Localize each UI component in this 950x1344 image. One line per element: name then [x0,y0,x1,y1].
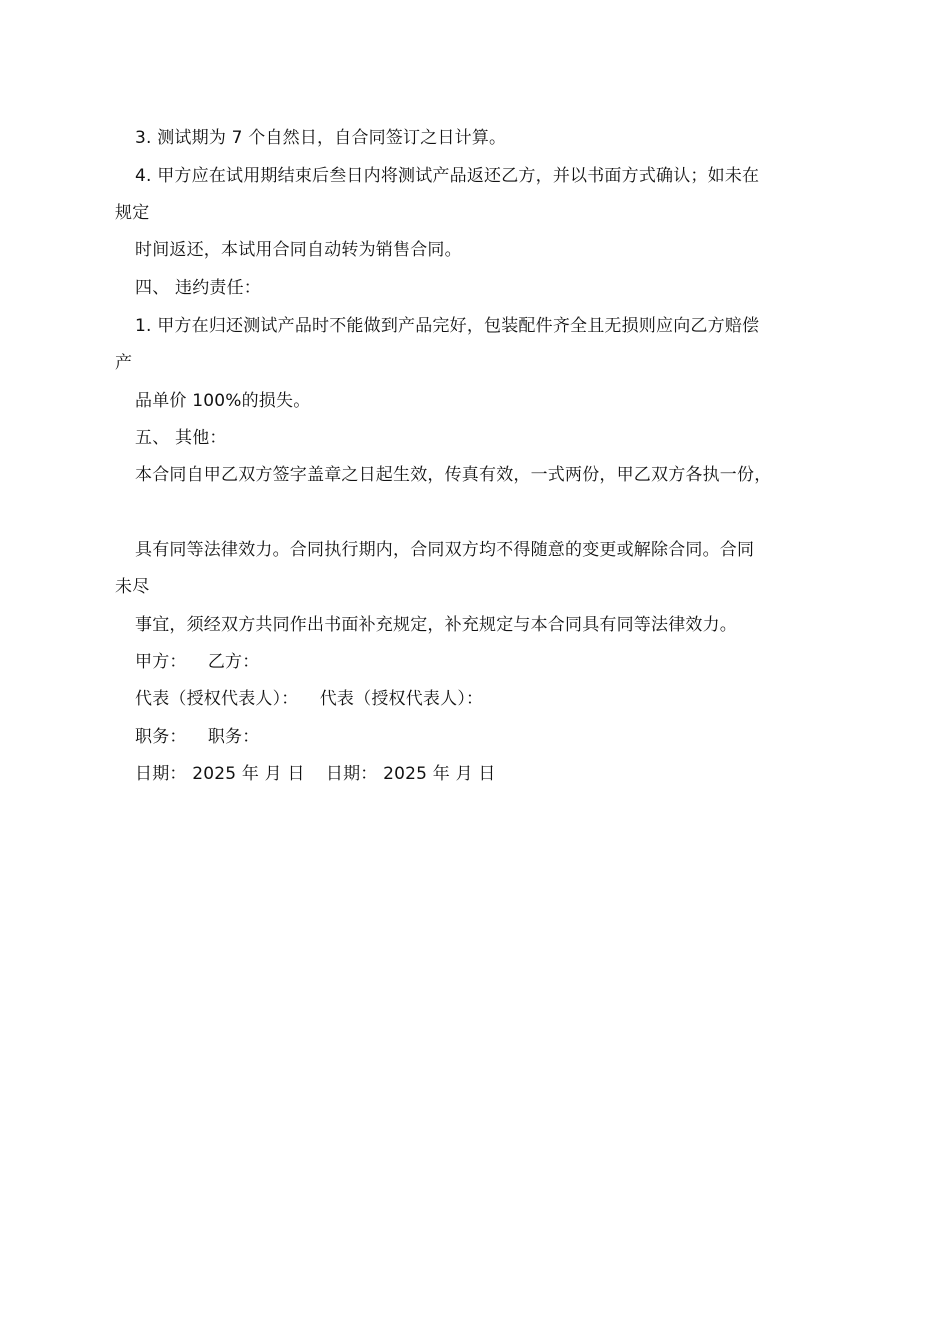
other-clause-wrap: 未尽 [115,577,150,597]
clause-4-line: 4. 甲方应在试用期结束后叁日内将测试产品返还乙方，并以书面方式确认；如未在 [135,166,760,186]
party-row [135,651,259,673]
title-b-label: 职务： [207,727,260,747]
rep-b-label: 代表（授权代表人）： [319,689,484,709]
other-clause-line-1: 本合同自甲乙双方签字盖章之日起生效，传真有效，一式两份，甲乙双方各执一份， [135,465,772,485]
clause-4-continuation: 时间返还，本试用合同自动转为销售合同。 [135,240,462,260]
title-a-label: 职务： [135,727,187,747]
breach-clause-1-wrap: 产 [115,353,133,373]
breach-clause-1-continuation: 品单价 100%的损失。 [135,391,311,411]
other-clause-line-3: 事宜，须经双方共同作出书面补充规定，补充规定与本合同具有同等法律效力。 [135,615,737,635]
clause-3-line: 3. 测试期为 7 个自然日，自合同签订之日计算。 [135,128,507,148]
party-a-label: 甲方： [135,652,187,672]
breach-clause-1-line: 1. 甲方在归还测试产品时不能做到产品完好，包装配件齐全且无损则应向乙方赔偿 [135,316,760,336]
date-row [135,763,496,785]
other-clause-line-2: 具有同等法律效力。合同执行期内，合同双方均不得随意的变更或解除合同。合同 [135,540,755,560]
date-a-label: 日期： 2025 年 月 日 [135,764,305,784]
clause-4-wrap: 规定 [115,203,150,223]
date-b-label: 日期： 2025 年 月 日 [325,764,496,784]
section-4-heading: 四、 违约责任： [135,278,262,298]
rep-a-label: 代表（授权代表人）： [135,689,299,709]
section-5-heading: 五、 其他： [135,428,227,448]
representative-row [135,688,483,710]
title-row [135,726,259,748]
party-b-label: 乙方： [207,652,260,672]
